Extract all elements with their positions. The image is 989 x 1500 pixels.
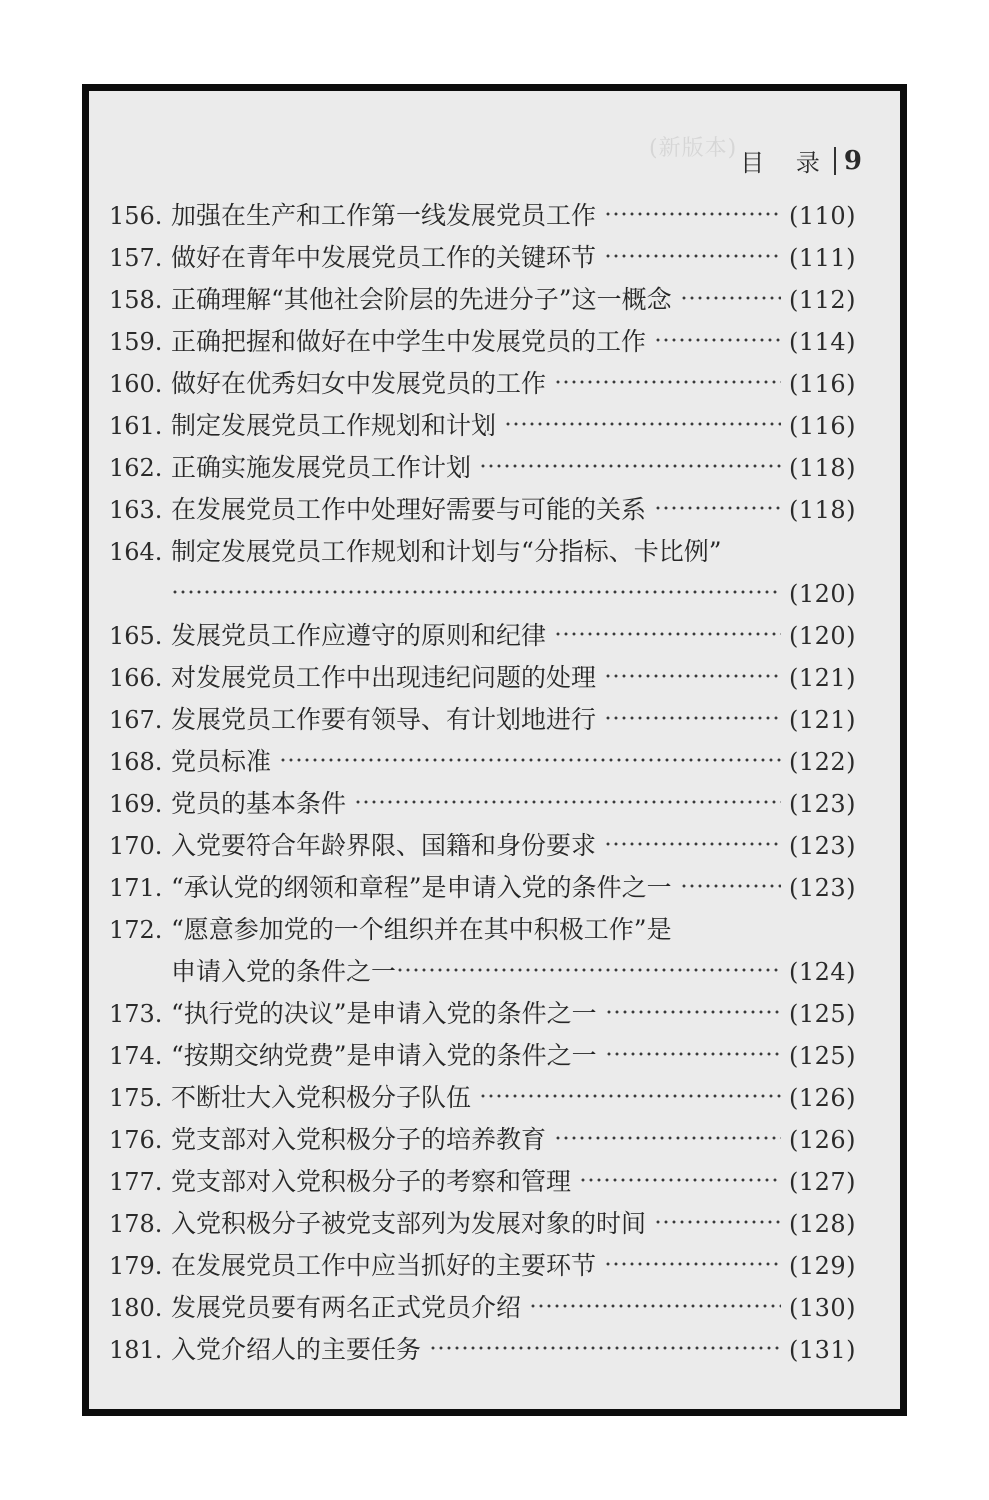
entry-page: (118) xyxy=(788,454,856,482)
entry-number: 163. xyxy=(109,496,163,524)
entry-page: (121) xyxy=(788,664,856,692)
dot-leader xyxy=(604,842,781,846)
entry-page: (127) xyxy=(788,1168,856,1196)
toc-entry xyxy=(109,1110,856,1152)
entry-title: 党支部对入党积极分子的考察和管理 xyxy=(171,1167,572,1196)
toc-entry xyxy=(109,606,856,648)
entry-number: 161. xyxy=(109,412,163,440)
entry-title: 入党要符合年龄界限、国籍和身份要求 xyxy=(171,831,597,860)
toc-entry xyxy=(109,270,856,312)
entry-number: 177. xyxy=(109,1168,163,1196)
entry-page: (124) xyxy=(788,958,856,986)
dot-leader xyxy=(579,1178,781,1182)
entry-page: (111) xyxy=(788,244,856,272)
entry-title: 入党介绍人的主要任务 xyxy=(171,1335,422,1364)
entry-number: 165. xyxy=(109,622,163,650)
entry-number: 162. xyxy=(109,454,163,482)
dot-leader xyxy=(429,1346,781,1350)
entry-page: (116) xyxy=(788,412,856,440)
toc-entry xyxy=(109,438,856,480)
toc-entry xyxy=(109,480,856,522)
entry-title: 加强在生产和工作第一线发展党员工作 xyxy=(171,201,597,230)
table-of-contents xyxy=(109,186,856,1362)
bleed-through-text: (新版本) xyxy=(649,136,738,161)
dot-leader xyxy=(354,800,781,804)
entry-number: 171. xyxy=(109,874,163,902)
dot-leader xyxy=(604,674,781,678)
toc-entry xyxy=(109,1278,856,1320)
dot-leader xyxy=(479,1094,781,1098)
running-header xyxy=(740,143,862,178)
book-page xyxy=(82,84,907,1416)
entry-number: 176. xyxy=(109,1126,163,1154)
dot-leader xyxy=(554,632,781,636)
dot-leader xyxy=(554,1136,781,1140)
header-divider xyxy=(834,147,836,175)
entry-title: 制定发展党员工作规划和计划 xyxy=(171,411,497,440)
page-number: 9 xyxy=(843,145,862,176)
entry-page: (110) xyxy=(788,202,856,230)
entry-page: (116) xyxy=(788,370,856,398)
entry-title: “按期交纳党费”是申请入党的条件之一 xyxy=(171,1041,597,1070)
dot-leader xyxy=(605,1052,781,1056)
entry-number: 168. xyxy=(109,748,163,776)
entry-number: 164. xyxy=(109,538,163,566)
entry-title: 正确实施发展党员工作计划 xyxy=(171,453,472,482)
toc-entry xyxy=(109,900,856,942)
toc-entry xyxy=(109,858,856,900)
entry-page: (125) xyxy=(788,1000,856,1028)
entry-page: (114) xyxy=(788,328,856,356)
toc-entry xyxy=(109,1194,856,1236)
toc-entry xyxy=(109,228,856,270)
entry-title-continuation: 申请入党的条件之一 xyxy=(171,957,397,986)
toc-entry xyxy=(109,354,856,396)
entry-page: (126) xyxy=(788,1084,856,1112)
toc-entry xyxy=(109,312,856,354)
entry-title: 党员标准 xyxy=(171,747,272,776)
entry-page: (129) xyxy=(788,1252,856,1280)
toc-entry xyxy=(109,1152,856,1194)
entry-page: (123) xyxy=(788,790,856,818)
entry-page: (121) xyxy=(788,706,856,734)
entry-number: 156. xyxy=(109,202,163,230)
entry-title: 制定发展党员工作规划和计划与“分指标、卡比例” xyxy=(171,537,722,566)
entry-title: 做好在青年中发展党员工作的关键环节 xyxy=(171,243,597,272)
entry-title: “执行党的决议”是申请入党的条件之一 xyxy=(171,999,597,1028)
entry-page: (123) xyxy=(788,874,856,902)
entry-title: 正确把握和做好在中学生中发展党员的工作 xyxy=(171,327,647,356)
dot-leader xyxy=(396,968,781,972)
entry-page: (130) xyxy=(788,1294,856,1322)
toc-entry xyxy=(109,648,856,690)
dot-leader xyxy=(279,758,781,762)
entry-number: 180. xyxy=(109,1294,163,1322)
entry-title: 对发展党员工作中出现违纪问题的处理 xyxy=(171,663,597,692)
entry-number: 179. xyxy=(109,1252,163,1280)
entry-page: (131) xyxy=(788,1336,856,1364)
dot-leader xyxy=(654,1220,781,1224)
entry-page: (118) xyxy=(788,496,856,524)
entry-page: (122) xyxy=(788,748,856,776)
entry-title: “愿意参加党的一个组织并在其中积极工作”是 xyxy=(171,915,672,944)
entry-page: (112) xyxy=(788,286,856,314)
dot-leader xyxy=(604,1262,781,1266)
entry-number: 169. xyxy=(109,790,163,818)
toc-entry xyxy=(109,1236,856,1278)
entry-number: 175. xyxy=(109,1084,163,1112)
entry-number: 167. xyxy=(109,706,163,734)
entry-number: 170. xyxy=(109,832,163,860)
toc-entry xyxy=(109,186,856,228)
entry-page: (123) xyxy=(788,832,856,860)
entry-title: 党员的基本条件 xyxy=(171,789,347,818)
toc-entry-continuation xyxy=(109,942,856,984)
section-title: 目 录 xyxy=(740,149,832,177)
dot-leader xyxy=(604,254,781,258)
dot-leader xyxy=(680,296,781,300)
entry-title: 发展党员工作应遵守的原则和纪律 xyxy=(171,621,547,650)
toc-entry-continuation xyxy=(109,564,856,606)
toc-entry xyxy=(109,732,856,774)
toc-entry xyxy=(109,1026,856,1068)
dot-leader xyxy=(604,716,781,720)
toc-entry xyxy=(109,1068,856,1110)
entry-page: (126) xyxy=(788,1126,856,1154)
toc-entry xyxy=(109,1320,856,1362)
entry-title: 在发展党员工作中应当抓好的主要环节 xyxy=(171,1251,597,1280)
dot-leader xyxy=(529,1304,781,1308)
entry-title: 做好在优秀妇女中发展党员的工作 xyxy=(171,369,547,398)
toc-entry xyxy=(109,396,856,438)
toc-entry xyxy=(109,774,856,816)
entry-number: 178. xyxy=(109,1210,163,1238)
entry-title: 不断壮大入党积极分子队伍 xyxy=(171,1083,472,1112)
dot-leader xyxy=(654,506,781,510)
entry-number: 166. xyxy=(109,664,163,692)
entry-page: (120) xyxy=(788,580,856,608)
entry-title: 党支部对入党积极分子的培养教育 xyxy=(171,1125,547,1154)
dot-leader xyxy=(504,422,781,426)
toc-entry xyxy=(109,984,856,1026)
toc-entry xyxy=(109,816,856,858)
dot-leader xyxy=(171,590,781,594)
entry-number: 157. xyxy=(109,244,163,272)
entry-number: 172. xyxy=(109,916,163,944)
entry-number: 159. xyxy=(109,328,163,356)
entry-title: 入党积极分子被党支部列为发展对象的时间 xyxy=(171,1209,647,1238)
entry-number: 158. xyxy=(109,286,163,314)
entry-page: (120) xyxy=(788,622,856,650)
entry-number: 160. xyxy=(109,370,163,398)
dot-leader xyxy=(654,338,781,342)
dot-leader xyxy=(605,1010,781,1014)
dot-leader xyxy=(680,884,781,888)
entry-title: “承认党的纲领和章程”是申请入党的条件之一 xyxy=(171,873,672,902)
entry-page: (128) xyxy=(788,1210,856,1238)
toc-entry xyxy=(109,522,856,564)
dot-leader xyxy=(479,464,781,468)
entry-number: 181. xyxy=(109,1336,163,1364)
entry-title: 在发展党员工作中处理好需要与可能的关系 xyxy=(171,495,647,524)
entry-number: 173. xyxy=(109,1000,163,1028)
toc-entry xyxy=(109,690,856,732)
dot-leader xyxy=(604,212,781,216)
entry-number: 174. xyxy=(109,1042,163,1070)
entry-title: 正确理解“其他社会阶层的先进分子”这一概念 xyxy=(171,285,672,314)
entry-title: 发展党员要有两名正式党员介绍 xyxy=(171,1293,522,1322)
dot-leader xyxy=(554,380,781,384)
entry-title: 发展党员工作要有领导、有计划地进行 xyxy=(171,705,597,734)
entry-page: (125) xyxy=(788,1042,856,1070)
